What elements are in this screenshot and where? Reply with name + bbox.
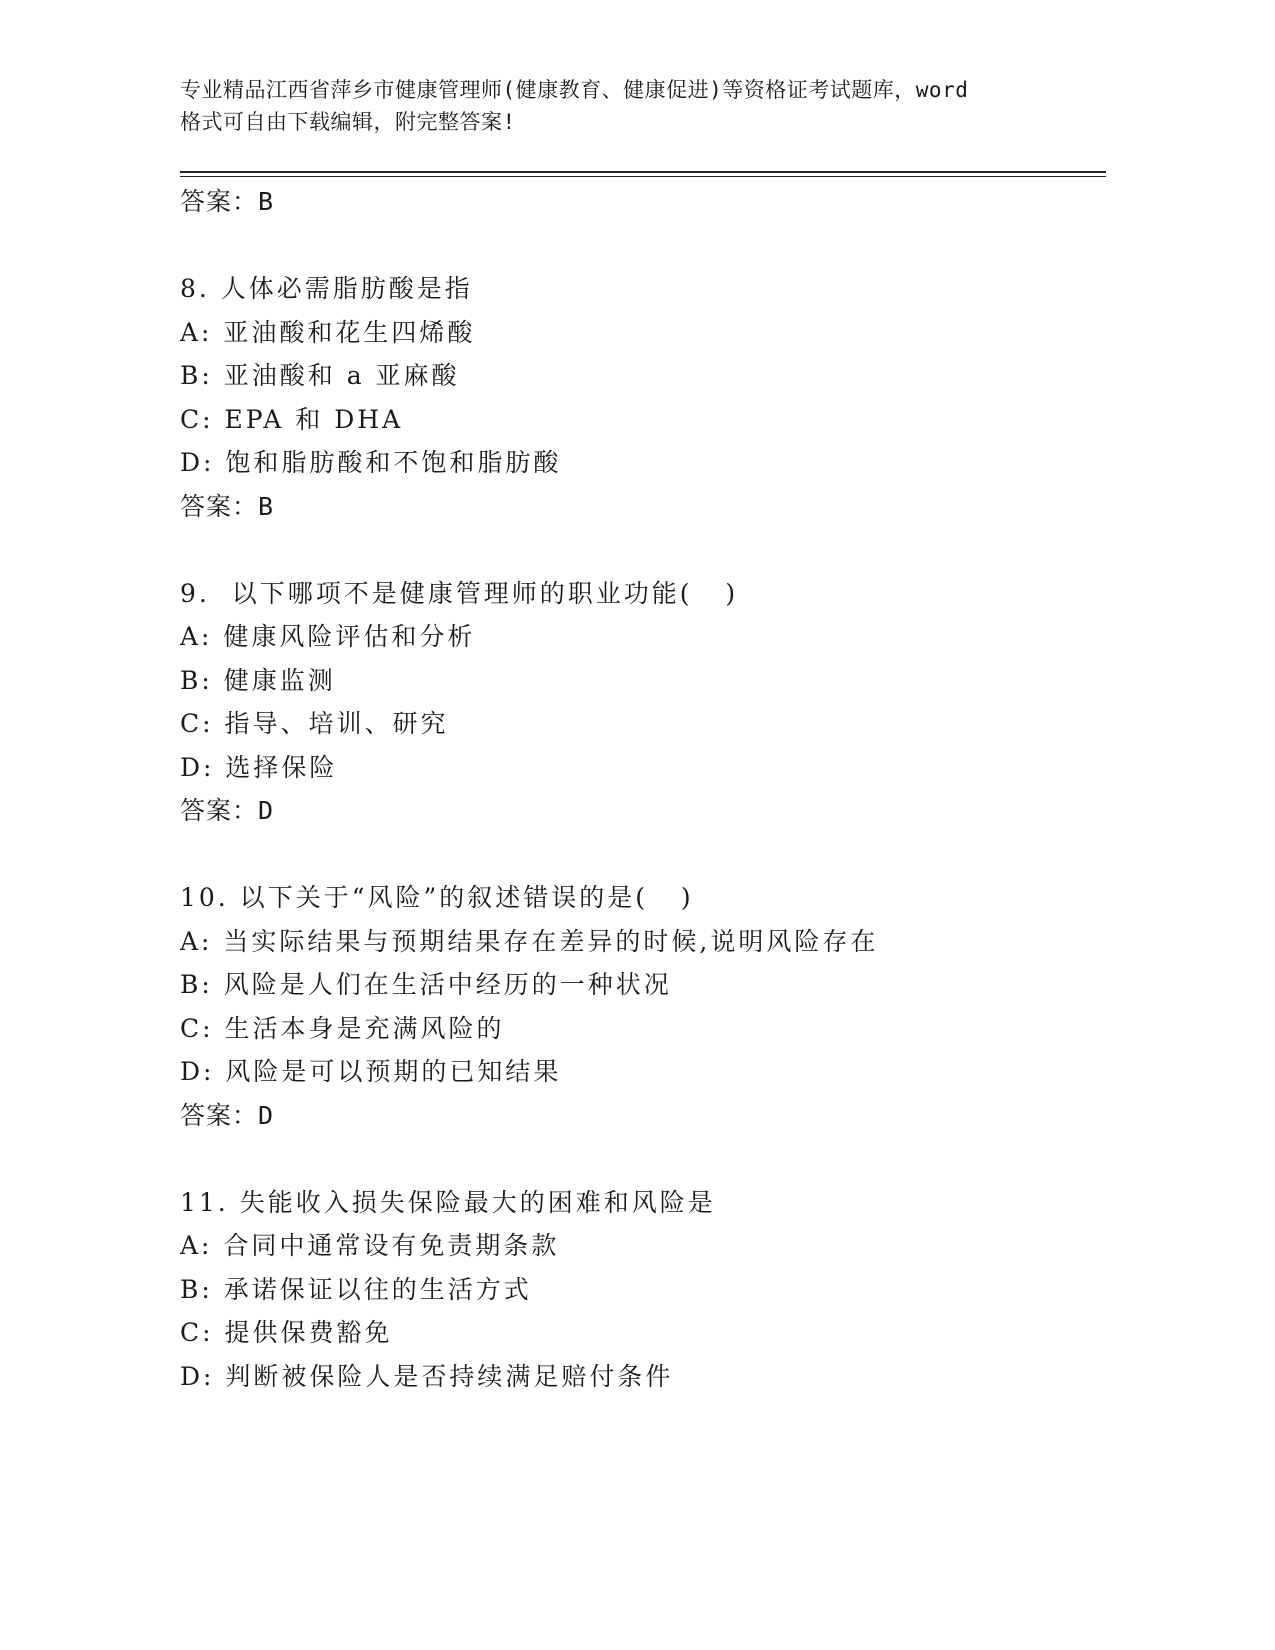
spacer: [180, 833, 1106, 876]
question-text: 9. 以下哪项不是健康管理师的职业功能( ): [180, 578, 739, 608]
option-c: C: EPA 和 DHA: [180, 404, 404, 434]
option-a: A: 合同中通常设有免责期条款: [180, 1231, 560, 1260]
header-rule-thin: [180, 176, 1106, 177]
option-a: A: 健康风险评估和分析: [180, 622, 476, 651]
spacer: [180, 224, 1106, 267]
option-b: B: 健康监测: [180, 665, 336, 695]
option-c: C: 提供保费豁免: [180, 1318, 393, 1347]
option-c: C: 指导、培训、研究: [180, 709, 449, 738]
document-header: [180, 74, 1060, 138]
option-b: B: 承诺保证以往的生活方式: [180, 1274, 532, 1304]
option-d: D: 饱和脂肪酸和不饱和脂肪酸: [180, 448, 562, 477]
option-d: D: 判断被保险人是否持续满足赔付条件: [180, 1361, 674, 1391]
option-a: A: 当实际结果与预期结果存在差异的时候,说明风险存在: [180, 926, 879, 956]
option-a: A: 亚油酸和花生四烯酸: [180, 317, 476, 347]
header-line-1: 专业精品江西省萍乡市健康管理师(健康教育、健康促进)等资格证考试题库，word: [180, 78, 969, 102]
header-rule-thick: [180, 171, 1106, 173]
answer-label: 答案：D: [180, 1100, 275, 1130]
spacer: [180, 1138, 1106, 1181]
header-line-2: 格式可自由下载编辑，附完整答案!: [180, 110, 516, 134]
option-b: B: 风险是人们在生活中经历的一种状况: [180, 970, 672, 999]
question-text: 11. 失能收入损失保险最大的困难和风险是: [180, 1187, 716, 1217]
option-b: B: 亚油酸和 a 亚麻酸: [180, 361, 460, 390]
question-list: [180, 180, 1106, 1398]
spacer: [180, 529, 1106, 572]
answer-label: 答案：D: [180, 796, 275, 825]
option-d: D: 选择保险: [180, 752, 338, 782]
answer-label: 答案：B: [180, 187, 275, 216]
option-c: C: 生活本身是充满风险的: [180, 1013, 505, 1043]
answer-label: 答案：B: [180, 491, 275, 521]
question-text: 8. 人体必需脂肪酸是指: [180, 274, 473, 303]
option-d: D: 风险是可以预期的已知结果: [180, 1057, 562, 1086]
question-text: 10. 以下关于“风险”的叙述错误的是( ): [180, 883, 694, 912]
